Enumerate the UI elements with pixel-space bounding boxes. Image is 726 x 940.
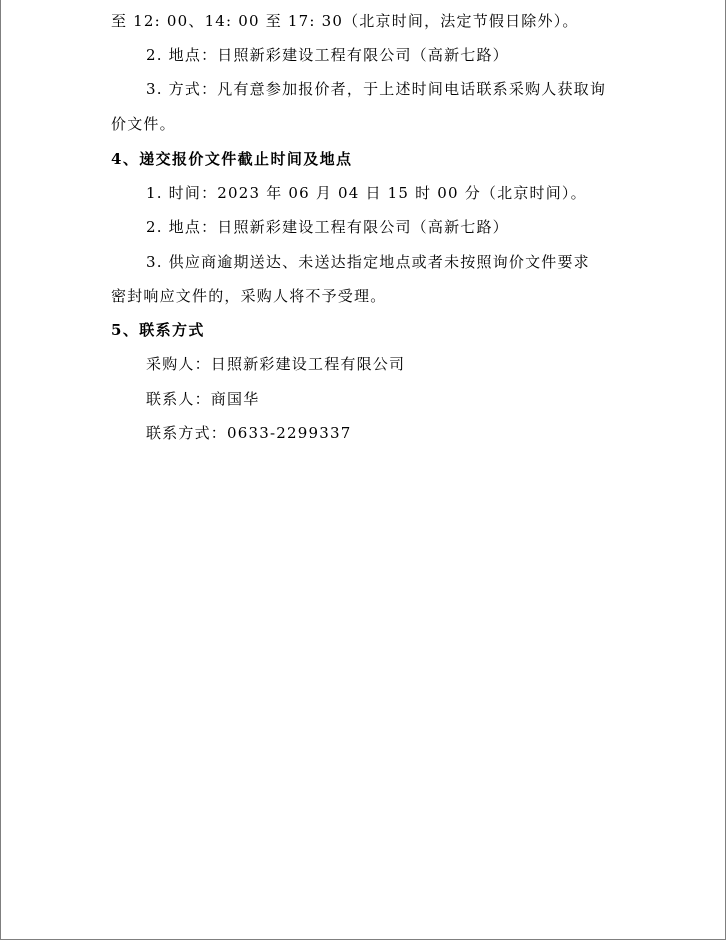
section-heading-contact: 5、联系方式 xyxy=(111,321,205,339)
text-line-method-continued: 价文件。 xyxy=(111,115,176,133)
text-line-contact-person: 联系人：商国华 xyxy=(146,390,260,408)
section-heading-submission-deadline: 4、递交报价文件截止时间及地点 xyxy=(111,150,353,168)
text-line-deadline-time: 1. 时间：2023 年 06 月 04 日 15 时 00 分（北京时间）。 xyxy=(146,184,587,202)
text-line-deadline-location: 2. 地点：日照新彩建设工程有限公司（高新七路） xyxy=(146,218,509,236)
text-line-hours: 至 12: 00、14: 00 至 17: 30（北京时间，法定节假日除外）。 xyxy=(111,12,579,30)
text-line-contact-phone: 联系方式：0633-2299337 xyxy=(146,424,352,442)
text-line-late-submission: 3. 供应商逾期送达、未送达指定地点或者未按照询价文件要求 xyxy=(146,253,590,271)
text-line-location: 2. 地点：日照新彩建设工程有限公司（高新七路） xyxy=(146,46,509,64)
text-line-late-submission-continued: 密封响应文件的，采购人将不予受理。 xyxy=(111,287,387,305)
text-line-method: 3. 方式：凡有意参加报价者，于上述时间电话联系采购人获取询 xyxy=(146,80,607,98)
text-line-purchaser: 采购人：日照新彩建设工程有限公司 xyxy=(146,355,406,373)
